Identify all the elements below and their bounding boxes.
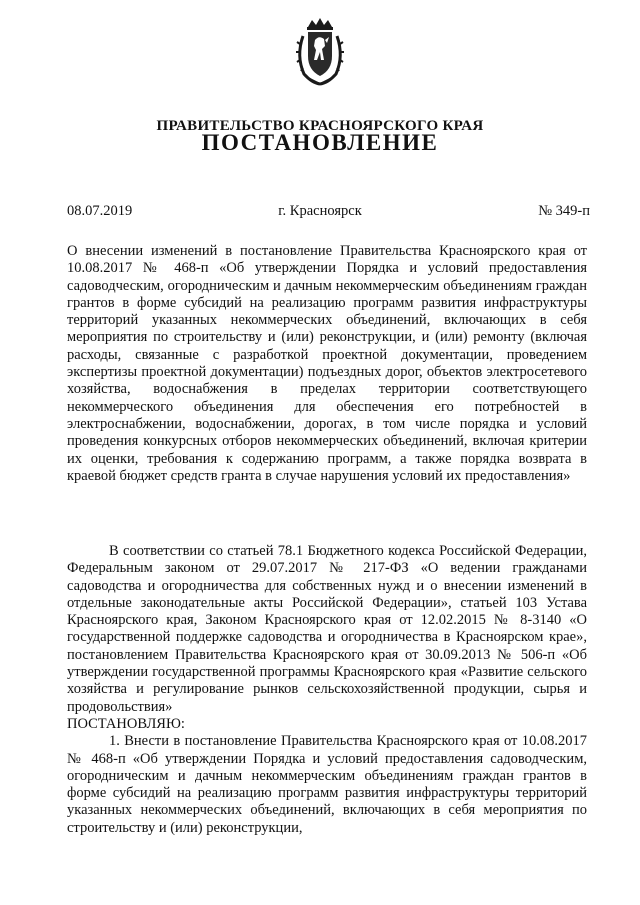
document-subject: О внесении изменений в постановление Правительства Красноярского края от 10.08.2017 № 468-п «Об утверждении Порядка и условий предоставления садоводческим, огородническим и дачным некоммерческим объединениям граждан грантов в форме субсидий на реализацию программ развития инфраструктуры территорий указанных некоммерческих объединений, включающих в себя мероприятия по строительству и (или) реконструкции, и (или) ремонту (включая расходы, связанные с разработкой проектной документации, проведением экспертизы проектной документации) подъездных дорог, объектов электросетевого хозяйства, водоснабжения в пределах территории соответствующего некоммерческого объединения для обеспечения его потребностей в электроснабжении, водоснабжении, дорогах, в том числе порядка и условий проведения конкурсных отборов некоммерческих объединений, включая критерии их оценки, требования к содержанию программ, а также порядка возврата в краевой бюджет средств гранта в случае нарушения условий их предоставления» (67, 243, 587, 484)
document-type-heading: ПОСТАНОВЛЕНИЕ (201, 130, 439, 155)
krasnoyarsk-coat-of-arms-icon (294, 16, 346, 86)
document-place: г. Красноярск (278, 203, 362, 219)
item-1-paragraph: 1. Внести в постановление Правительства Красноярского края от 10.08.2017 № 468-п «Об утверждении Порядка и условий предоставления садоводческим, огородническим и дачным некоммерческим объединениям граждан грантов в форме субсидий на реализацию программ развития инфраструктуры территорий указанных некоммерческих объединений, включающих в себя мероприятия по строительству и (или) реконструкции, (67, 733, 587, 836)
document-date: 08.07.2019 (67, 203, 133, 219)
resolve-heading: ПОСТАНОВЛЯЮ: (67, 715, 185, 732)
document-number: № 349-п (538, 203, 590, 219)
organization-title: ПРАВИТЕЛЬСТВО КРАСНОЯРСКОГО КРАЯ (156, 118, 484, 134)
preamble-paragraph: В соответствии со статьей 78.1 Бюджетного кодекса Российской Федерации, Федеральным законом от 29.07.2017 № 217-ФЗ «О ведении гражданами садоводства и огородничества для собственных нужд и о внесении изменений в отдельные законодательные акты Российской Федерации», статьей 103 Устава Красноярского края, Законом Красноярского края от 12.02.2015 № 8-3140 «О государственной поддержке садоводства и огородничества в Красноярском крае», постановлением Правительства Красноярского края от 30.09.2013 № 506-п «Об утверждении государственной программы Красноярского края «Развитие сельского хозяйства и регулирование рынков сельскохозяйственной продукции, сырья и продовольствия» (67, 543, 587, 715)
document-body (67, 543, 587, 837)
